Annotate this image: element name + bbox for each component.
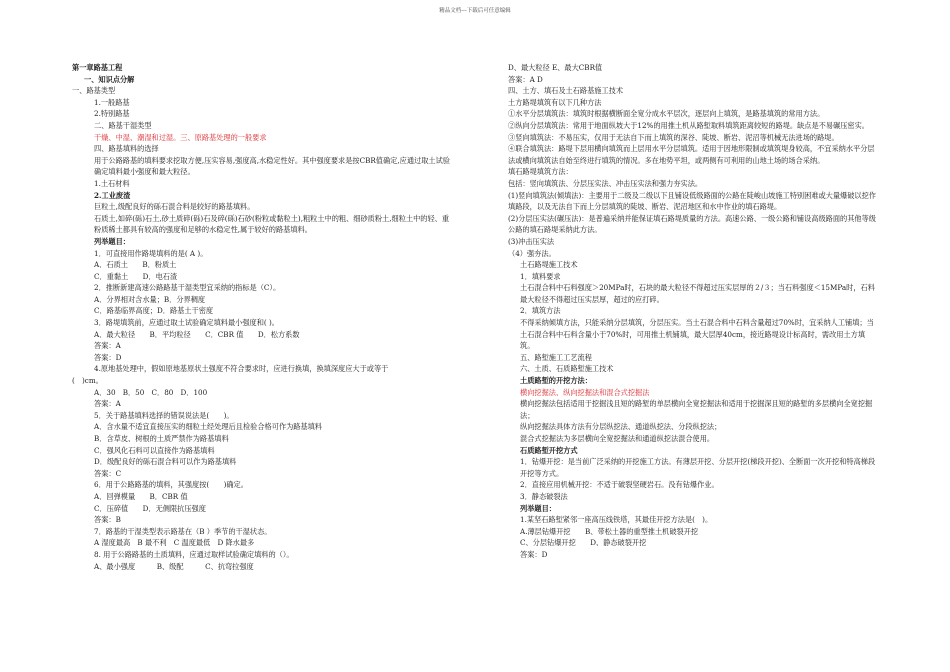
page-header: 精品文档---下载后可任意编辑 bbox=[439, 8, 511, 14]
left-text-line: 列举题目： bbox=[94, 236, 130, 246]
left-text-line: 巨粒土,级配良好的砾石混合料是较好的路基填料。 bbox=[94, 202, 255, 212]
left-text-line: 2.特别路基 bbox=[94, 109, 130, 119]
right-text-line: ①水平分层填筑法：填筑时根据横断面全宽分成水平层次，逐层向上填筑，是路基填筑的常用方法。 bbox=[508, 109, 825, 119]
right-text-line: 土方路堤填筑有以下几种方法 bbox=[508, 97, 602, 107]
right-text-line: (3)冲击压实法 bbox=[508, 236, 555, 246]
right-text-line: 六、土质、石质路堑施工技术 bbox=[520, 364, 614, 374]
right-text-line: D、最大粒径 E、最大CBR值 bbox=[508, 63, 603, 72]
left-text-line: 答案：A bbox=[94, 399, 121, 409]
left-text-line: A．回弹模量 B．CBR 值 bbox=[94, 491, 188, 501]
left-text-line: 一、知识点分解 bbox=[84, 74, 135, 84]
left-text-line: A、最小强度 B、级配 C、抗弯拉强度 bbox=[94, 561, 254, 571]
left-text-line: 一、路基类型 bbox=[72, 86, 116, 96]
right-text-line: 1.某坚石路堑紧邻一座高压线铁塔，其最佳开挖方法是( )。 bbox=[520, 515, 713, 525]
right-text-line: 石质路堑开挖方式 bbox=[520, 445, 578, 455]
right-text-line: ③竖向填筑法：不易压实，仅用于无法自下而上填筑的深谷、陡坡、断岩、泥沼等机械无法进场的路堤。 bbox=[508, 132, 839, 142]
right-column bbox=[508, 62, 878, 561]
left-column bbox=[72, 62, 452, 572]
right-text-line: 答案：D bbox=[520, 549, 548, 559]
left-text-line: 1．可直接用作路堤填料的是( A )。 bbox=[94, 248, 208, 258]
left-text-line: 二、路基干湿类型 bbox=[94, 120, 152, 130]
left-text-line: 答案：C bbox=[94, 468, 122, 478]
left-text-line: 3．路堤填筑前，应通过取土试验确定填料最小强度和( )。 bbox=[94, 318, 279, 328]
right-text-line: 土质路堑的开挖方法： bbox=[520, 376, 592, 386]
left-text-line: B．含草皮、树根的土质严禁作为路基填料 bbox=[94, 434, 229, 443]
left-text-line: 5．关于路基填料选择的错误说法是( )。 bbox=[94, 410, 234, 420]
right-text-line: 列举题目： bbox=[520, 503, 556, 513]
right-text-line: 2．直接应用机械开挖：不适于破裂坚硬岩石。没有钻爆作业。 bbox=[520, 480, 719, 490]
left-text-line: 用于公路路基的填料要求挖取方便,压实容易,强度高,水稳定性好。其中强度要求是按CBR值确定,应通过取土试验确定填料最小强度和最大粒径。 bbox=[94, 155, 450, 177]
left-text-line: 2．推断新建高速公路路基干湿类型宜采纳的指标是（C）。 bbox=[94, 283, 281, 293]
right-text-line: (2)分层压实法(碾压法)：是普遍采纳并能保证填石路堤质量的方法。高速公路、一级公路和铺设高级路面的其他等级公路的填石路堤采纳此方法。 bbox=[508, 213, 876, 235]
right-text-line: 混合式挖掘法为多层横向全宽挖掘法和通道纵挖法混合使用。 bbox=[520, 434, 715, 443]
left-text-line: C．重黏土 D．电石渣 bbox=[94, 271, 178, 281]
right-text-line: 包括：竖向填筑法、分层压实法、冲击压实法和强力夯实法。 bbox=[508, 178, 703, 188]
right-text-line: 1．填料要求 bbox=[520, 271, 561, 281]
right-text-line: 五、路堑施工工艺流程 bbox=[520, 352, 592, 362]
left-text-line: A．30 B．50 C．80 D．100 bbox=[94, 387, 208, 397]
left-text-line: 干燥、中湿、潮湿和过湿。三、原路基处理的一般要求 bbox=[94, 132, 267, 142]
right-text-line: 土石混合料中石料强度＞20MPa时，石块的最大粒径不得超过压实层厚的２/３；当石料强度＜15MPa时，石料最大粒径不得超过压实层厚，超过的应打碎。 bbox=[520, 283, 875, 304]
left-text-line: ( )cm。 bbox=[72, 376, 103, 386]
left-text-line: A．含水量不适宜直接压实的细粒土经处理后且检验合格可作为路基填料 bbox=[94, 422, 323, 432]
left-text-line: A．分界相对含水量；B．分界稠度 bbox=[94, 294, 206, 304]
right-text-line: 土石路堤施工技术 bbox=[520, 260, 578, 270]
right-text-line: ④联合填筑法：路堤下层用横向填筑而上层用水平分层填筑。适用于因地形限制或填筑堤身较高，不宜采纳水平分层法或横向填筑法自始至终进行填筑的情况。多在地势平坦，或两侧有可利用的山地土场的场合采纳。 bbox=[508, 144, 875, 165]
left-text-line: C．路基临界高度；D．路基土干密度 bbox=[94, 306, 214, 316]
left-text-line: 1.一般路基 bbox=[94, 97, 130, 107]
right-text-line: ②纵向分层填筑法：常用于地面纵坡大于12%的用推土机从路堑取料填筑距离较短的路堤。缺点是不易碾压密实。 bbox=[508, 120, 869, 130]
left-text-line: 第一章路基工程 bbox=[72, 63, 123, 72]
left-text-line: C．强风化石料可以直接作为路基填料 bbox=[94, 445, 215, 455]
left-text-line: 8. 用于公路路基的土质填料，应通过取样试验确定填料的（）。 bbox=[94, 549, 294, 559]
left-text-line: 四、路基填料的选择 bbox=[94, 144, 159, 154]
left-text-line: 答案：D bbox=[94, 352, 122, 362]
left-text-line: 答案：B bbox=[94, 515, 121, 525]
right-text-line: 填石路堤填筑方法： bbox=[508, 167, 573, 177]
left-text-line: A．最大粒径 B．平均粒径 C．CBR 值 D．松方系数 bbox=[94, 329, 300, 339]
left-text-line: A．石质土 B．粉质土 bbox=[94, 260, 177, 270]
right-text-line: 四、土方、填石及土石路基施工技术 bbox=[508, 86, 624, 96]
left-text-line: 1.土石材料 bbox=[94, 178, 130, 188]
left-text-line: 石质土,如碎(砾)石土,砂土质碎(砾)石及碎(砾)石砂(粉粒或黏粒土),粗粒土中的粗、细砂质粉土,细粒土中的轻、重粉质稀土都具有较高的强度和足够的水稳定性,属于较好的路基填料。 bbox=[94, 213, 450, 235]
left-text-line: A 湿度最高 B 最不利 C 温度最低 D 降水最多 bbox=[94, 538, 255, 548]
right-text-line: 1．钻爆开挖：是当前广泛采纳的开挖施工方法。有薄层开挖、分层开挖(梯段开挖)、全断面一次开挖和特高梯段开挖等方式。 bbox=[520, 457, 876, 478]
right-text-line: 纵向挖掘法具体方法有分层纵挖法、通道纵挖法、分段纵挖法； bbox=[520, 422, 722, 432]
right-text-line: 不得采纳倾填方法，只能采纳分层填筑，分层压实。当土石混合料中石料含量超过70%时，宜采纳人工铺填；当土石混合料中石料含量小于70%时，可用推土机铺填，最大层厚40cm，接近路堤设计标高时，需改用土方填筑。 bbox=[520, 318, 874, 351]
left-text-line: 2.工业废渣 bbox=[94, 190, 131, 200]
left-text-line: 6．用于公路路基的填料，其强度按( )确定。 bbox=[94, 480, 248, 490]
left-text-line: 7．路基的干湿类型表示路基在（B ）季节的干湿状态。 bbox=[94, 526, 272, 536]
right-text-line: C、分层钻爆开挖 D、静态破裂开挖 bbox=[520, 538, 647, 548]
right-text-line: A.薄层钻爆开挖 B、带松土器的重型推土机破裂开挖 bbox=[520, 526, 699, 536]
right-text-line: （4）强夯法。 bbox=[508, 248, 556, 258]
right-text-line: (1)竖向填筑法(倾填法)：主要用于二级及二级以下且铺设低级路面的公路在陡峻山坡施工特别困难或大量爆破以挖作填路段，以及无法自下而上分层填筑的陡坡、断岩、泥沼地区和水中作业的填石路堤。 bbox=[508, 190, 876, 212]
left-text-line: C．压碎值 D．无侧限抗压强度 bbox=[94, 503, 206, 513]
left-text-line: 答案：A bbox=[94, 341, 121, 351]
left-text-line: D．级配良好的砾石混合料可以作为路基填料 bbox=[94, 457, 237, 467]
right-text-line: 答案：A D bbox=[508, 74, 543, 84]
right-text-line: 2．填筑方法 bbox=[520, 306, 561, 316]
right-text-line: 横向挖掘法、纵向挖掘法和混合式挖掘法 bbox=[520, 387, 650, 397]
left-text-line: 4.原地基处理中，假如原地基原状土强度不符合要求时，应进行换填，换填深度应大于或等于 bbox=[94, 364, 389, 374]
right-text-line: 3．静态破裂法 bbox=[520, 491, 568, 501]
right-text-line: 横向挖掘法包括适用于挖掘浅且短的路堑的单层横向全宽挖掘法和适用于挖掘深且短的路堑的多层横向全宽挖掘法； bbox=[520, 399, 873, 420]
